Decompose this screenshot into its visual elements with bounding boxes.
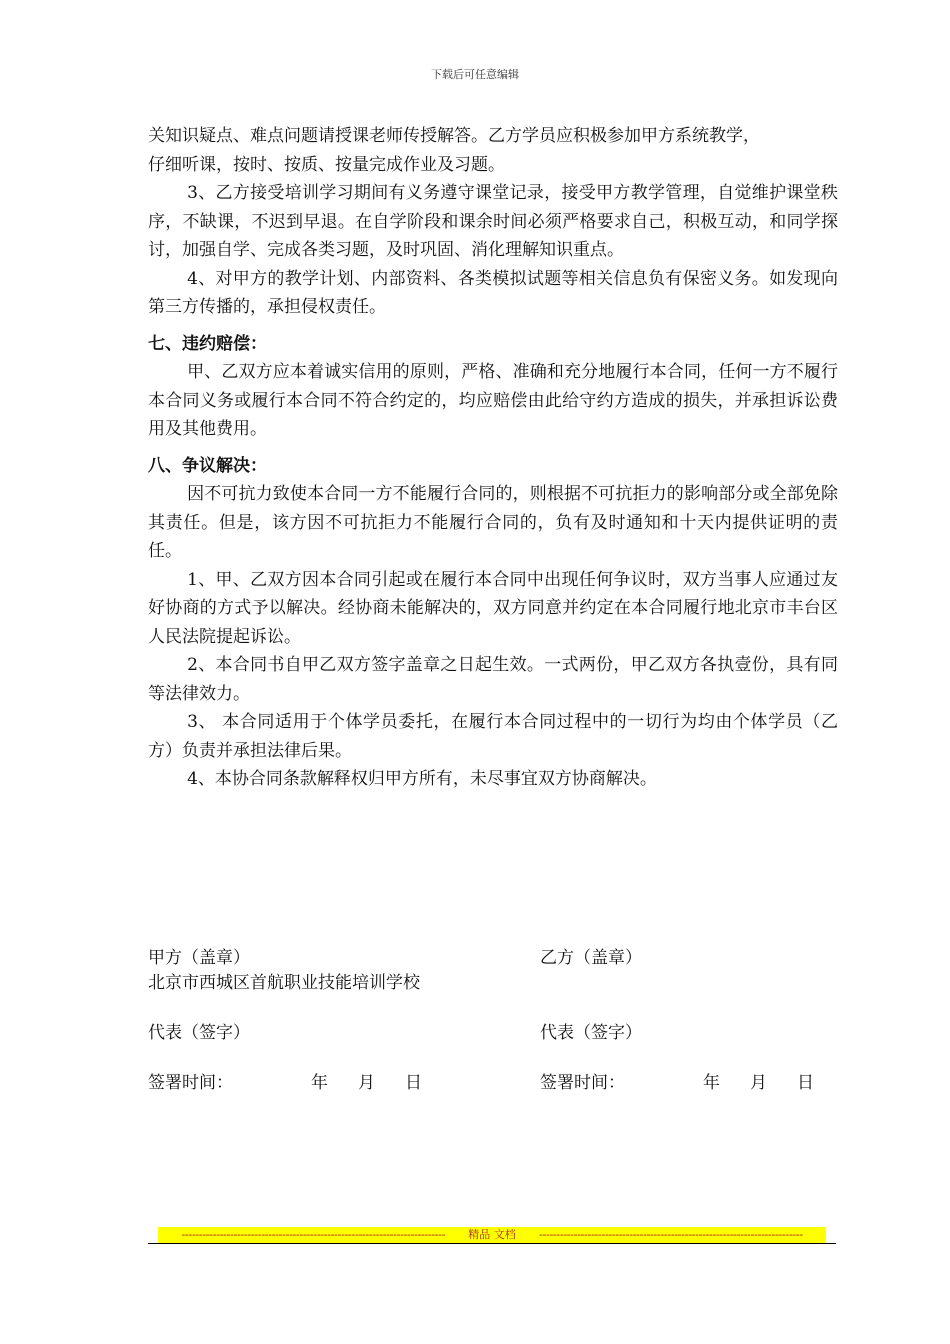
party-a-name: 北京市西城区首航职业技能培训学校 xyxy=(148,973,420,993)
section-heading-breach: 七、违约赔偿： xyxy=(148,333,267,354)
header-note: 下载后可任意编辑 xyxy=(431,68,519,81)
paragraph-clause-3: 3、乙方接受培训学习期间有义务遵守课堂记录，接受甲方教学管理，自觉维护课堂秩序，不缺课，不迟到早退。在自学阶段和课余时间必须严格要求自己，积极互动，和同学探讨，加强自学、完成各类习题，及时巩固、消化理解知识重点。 xyxy=(148,183,838,260)
paragraph-line: 仔细听课，按时、按质、按量完成作业及习题。 xyxy=(148,154,505,175)
footer-dashes-right: ---------------------------------------------------------------------------- xyxy=(538,1228,803,1241)
document-body xyxy=(148,122,838,794)
paragraph-dispute-4: 4、本协合同条款解释权归甲方所有，未尽事宜双方协商解决。 xyxy=(187,769,657,789)
footer-dashes-left: ---------------------------------------------------------------------------- xyxy=(181,1228,446,1241)
paragraph-force-majeure: 因不可抗力致使本合同一方不能履行合同的，则根据不可抗拒力的影响部分或全部免除其责任。但是，该方因不可抗拒力不能履行合同的，负有及时通知和十天内提供证明的责任。 xyxy=(148,484,838,561)
paragraph-clause-4: 4、对甲方的教学计划、内部资料、各类模拟试题等相关信息负有保密义务。如发现向第三方传播的，承担侵权责任。 xyxy=(148,268,838,317)
year-label: 年 xyxy=(703,1073,720,1093)
paragraph-breach: 甲、乙双方应本着诚实信用的原则，严格、准确和充分地履行本合同，任何一方不履行本合同义务或履行本合同不符合约定的，均应赔偿由此给守约方造成的损失，并承担诉讼费用及其他费用。 xyxy=(148,362,838,439)
paragraph-dispute-1: 1、甲、乙双方因本合同引起或在履行本合同中出现任何争议时，双方当事人应通过友好协商的方式予以解决。经协商未能解决的，双方同意并约定在本合同履行地北京市丰台区人民法院提起诉讼。 xyxy=(148,569,838,647)
year-label: 年 xyxy=(311,1073,328,1093)
date-label: 签署时间： xyxy=(540,1073,625,1093)
party-a-label: 甲方（盖章） xyxy=(148,948,250,968)
party-b-label: 乙方（盖章） xyxy=(540,948,642,968)
paragraph-dispute-2: 2、本合同书自甲乙双方签字盖章之日起生效。一式两份，甲乙双方各执壹份，具有同等法律效力。 xyxy=(148,655,838,704)
day-label: 日 xyxy=(405,1073,422,1093)
date-label: 签署时间： xyxy=(148,1073,233,1093)
month-label: 月 xyxy=(750,1073,767,1093)
party-b-representative: 代表（签字） xyxy=(540,1023,642,1043)
party-b-sign-date xyxy=(540,1071,814,1095)
day-label: 日 xyxy=(797,1073,814,1093)
party-a-representative: 代表（签字） xyxy=(148,1023,250,1043)
footer-rule xyxy=(148,1243,836,1244)
party-a-sign-date xyxy=(148,1071,422,1095)
paragraph-dispute-3: 3、 本合同适用于个体学员委托，在履行本合同过程中的一切行为均由个体学员（乙方）负责并承担法律后果。 xyxy=(148,712,838,761)
footer-text: 精品 文档 xyxy=(468,1228,516,1241)
section-heading-dispute: 八、争议解决： xyxy=(148,455,267,476)
month-label: 月 xyxy=(358,1073,375,1093)
paragraph-line: 关知识疑点、难点问题请授课老师传授解答。乙方学员应积极参加甲方系统教学， xyxy=(148,126,760,146)
footer-banner xyxy=(158,1227,826,1243)
